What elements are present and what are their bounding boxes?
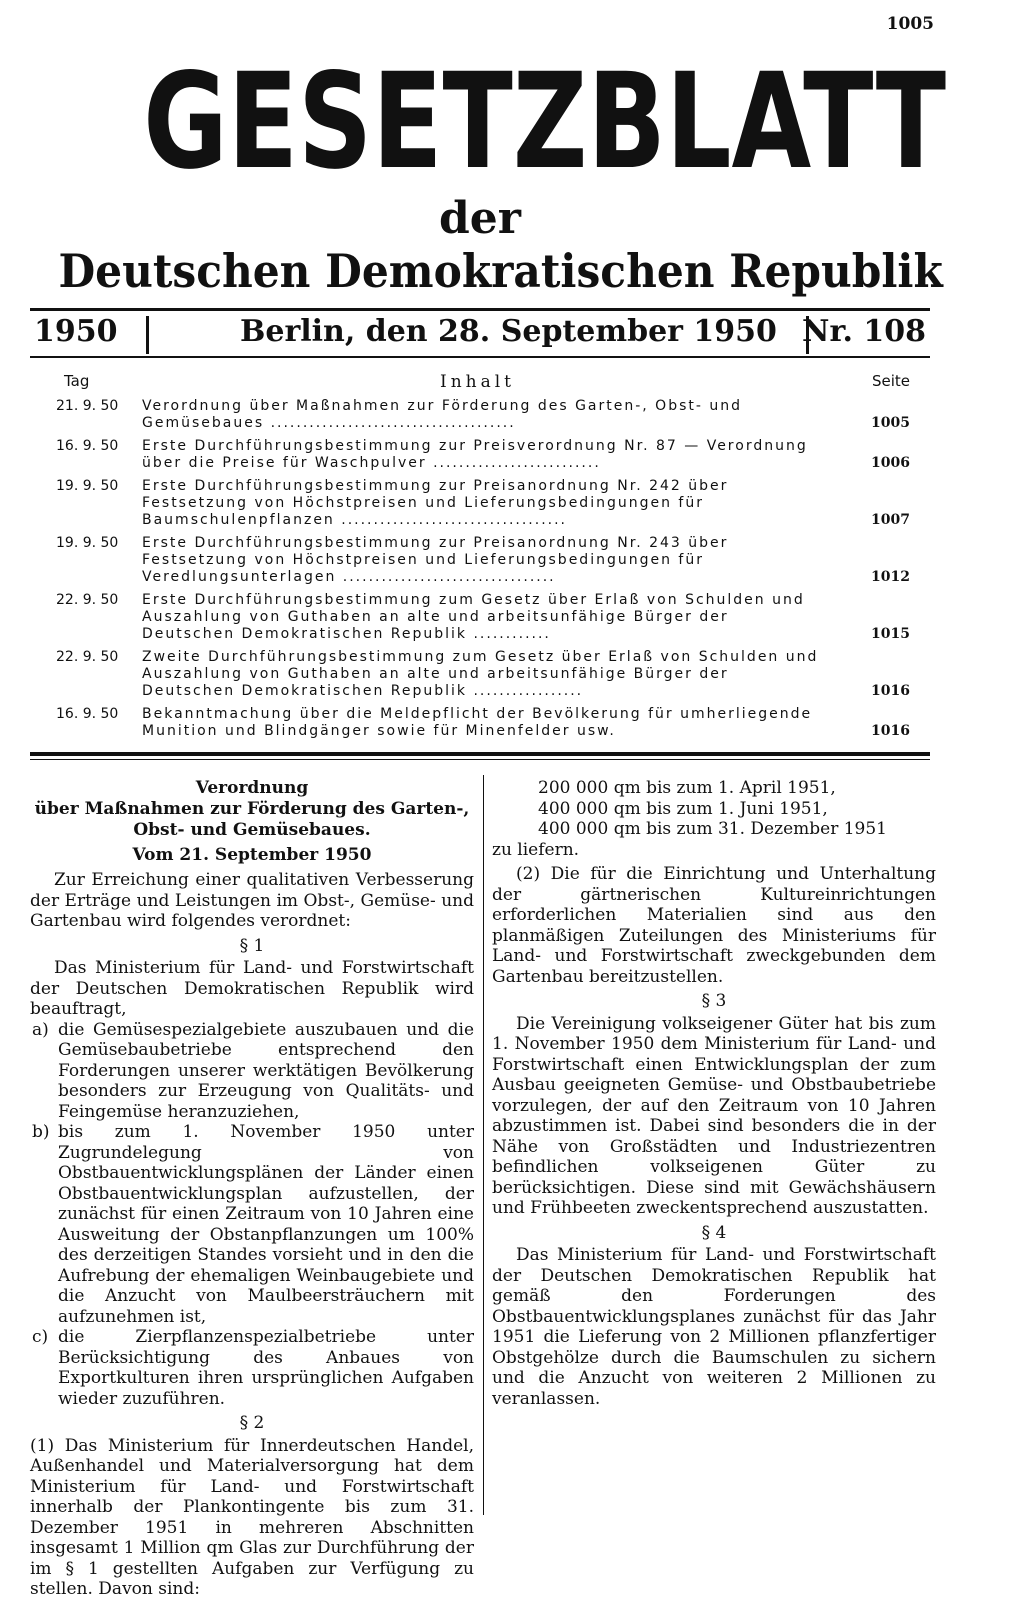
- delivery-line: 200 000 qm bis zum 1. April 1951,: [538, 778, 836, 798]
- toc-entry-title: Bekanntmachung über die Meldepflicht der Bevölkerung für umherliegende Munition und Blindgänger sowie für Minenfelder usw.: [142, 706, 813, 739]
- toc-entry: [30, 649, 910, 700]
- toc-header-tag: Tag: [64, 372, 90, 390]
- list-item-label: c): [32, 1327, 49, 1347]
- masthead-republic: [20, 244, 943, 298]
- toc-entry-page: 1016: [871, 683, 910, 699]
- delivery-line: 400 000 qm bis zum 31. Dezember 1951: [538, 819, 887, 839]
- section-text: (2) Die für die Einrichtung und Unterhaltung der gärtnerischen Kultureinrichtungen erforderlichen Materialien sind aus den planmäßigen Zuteilungen des Ministeriums für Land- und Forstwirtschaft zweckgebunden dem Gartenbau bereitzustellen.: [492, 864, 936, 987]
- list-item: [30, 1327, 474, 1409]
- list-item-text: die Zierpflanzenspezialbetriebe unter Berücksichtigung des Anbaues von Exportkulturen ihren ursprünglichen Aufgaben wieder zuzuführen.: [58, 1327, 474, 1409]
- column-left: [30, 778, 474, 1600]
- masthead-title: [30, 45, 947, 199]
- rule-issue: [30, 356, 930, 358]
- toc-entry-date: 19. 9. 50: [56, 478, 119, 494]
- rule-thin: [30, 759, 930, 760]
- toc-header-inhalt: Inhalt: [440, 372, 516, 392]
- toc-entry-title: Zweite Durchführungsbestimmung zum Gesetz über Erlaß von Schulden und Auszahlung von Guthaben an alte und arbeitsunfähige Bürger der Deutschen Demokratischen Republik .................: [142, 649, 819, 699]
- toc-entry-title: Verordnung über Maßnahmen zur Förderung des Garten-, Obst- und Gemüsebaues ......................................: [142, 398, 742, 431]
- section-title: § 3: [701, 991, 727, 1011]
- list-item-text: bis zum 1. November 1950 unter Zugrundelegung von Obstbauentwicklungsplänen der Länder einen Obstbauentwicklungsplan aufzustellen, der zunächst für einen Zeitraum von 10 Jahren eine Ausweitung der Obstanpflanzungen um 100% des derzeitigen Standes vorsieht und in den die Aufrebung der ehemaligen Weinbaugebiete und die Anzucht von Maulbeersträuchern mit aufzunehmen ist,: [58, 1122, 474, 1327]
- list-item-label: b): [32, 1122, 50, 1142]
- article-heading: Verordnung: [195, 778, 309, 798]
- toc-header-seite: Seite: [871, 372, 910, 390]
- toc-entry-date: 19. 9. 50: [56, 535, 119, 551]
- issue-number: Nr. 108: [802, 314, 926, 349]
- masthead-title-text: GESETZBLATT: [143, 45, 947, 199]
- table-of-contents: [30, 398, 910, 746]
- toc-entry-date: 22. 9. 50: [56, 592, 119, 608]
- toc-entry-date: 22. 9. 50: [56, 649, 119, 665]
- section-title: § 4: [701, 1222, 727, 1243]
- section-title: § 2: [239, 1413, 265, 1433]
- toc-entry-page: 1007: [871, 512, 910, 528]
- column-right: [492, 778, 936, 1409]
- list-item-label: a): [32, 1019, 49, 1040]
- toc-entry-page: 1012: [871, 569, 910, 585]
- issue-bar: [30, 312, 930, 356]
- section-text: Das Ministerium für Land- und Forstwirtschaft der Deutschen Demokratischen Republik wird beauftragt,: [30, 958, 474, 1019]
- toc-entry-title: Erste Durchführungsbestimmung zur Preisanordnung Nr. 242 über Festsetzung von Höchstpreisen und Lieferungsbedingungen für Baumschulenpflanzen ...................................: [142, 478, 729, 528]
- article-date: Vom 21. September 1950: [132, 845, 372, 865]
- section-text: zu liefern.: [492, 839, 580, 860]
- issue-date: Berlin, den 28. September 1950: [240, 314, 777, 349]
- toc-entry-page: 1006: [871, 455, 910, 471]
- toc-entry-date: 21. 9. 50: [56, 398, 119, 414]
- divider: [146, 316, 149, 354]
- list-item: [30, 1122, 474, 1327]
- section-text: Das Ministerium für Land- und Forstwirtschaft der Deutschen Demokratischen Republik hat gemäß den Forderungen des Obstbauentwicklungsplanes zunächst für das Jahr 1951 die Lieferung von 2 Millionen pflanzfertiger Obstgehölze durch die Baumschulen zu sichern und die Anzucht von weiteren 2 Millionen zu veranlassen.: [492, 1245, 936, 1409]
- toc-entry: [30, 706, 910, 740]
- toc-entry-date: 16. 9. 50: [56, 706, 119, 722]
- delivery-line: 400 000 qm bis zum 1. Juni 1951,: [538, 798, 828, 819]
- rule-thick: [30, 752, 930, 756]
- toc-entry: [30, 478, 910, 529]
- toc-entry-page: 1015: [871, 626, 910, 642]
- delivery-schedule: [538, 778, 936, 840]
- toc-entry: [30, 438, 910, 472]
- article-intro: Zur Erreichung einer qualitativen Verbesserung der Erträge und Leistungen im Obst-, Gemüse- und Gartenbau wird folgendes verordnet:: [30, 870, 474, 931]
- toc-entry-page: 1005: [871, 415, 910, 431]
- article-heading: Obst- und Gemüsebaues.: [133, 820, 371, 840]
- issue-year: 1950: [34, 314, 118, 349]
- section-text: Die Vereinigung volkseigener Güter hat bis zum 1. November 1950 dem Ministerium für Land- und Forstwirtschaft einen Entwicklungsplan der zum Ausbau geeigneten Gemüse- und Obstbaubetriebe vorzulegen, der auf den Zeitraum von 10 Jahren abzustimmen ist. Dabei sind besonders die in der Nähe von Großstädten und Industriezentren befindlichen volkseigenen Güter zu berücksichtigen. Diese sind mit Gewächshäusern und Frühbeeten zweckentsprechend auszustatten.: [492, 1013, 936, 1218]
- article-heading: über Maßnahmen zur Förderung des Garten-,: [34, 799, 470, 819]
- section-title: § 1: [239, 935, 265, 956]
- toc-entry-title: Erste Durchführungsbestimmung zur Preisanordnung Nr. 243 über Festsetzung von Höchstpreisen und Lieferungsbedingungen für Veredlungsunterlagen .................................: [142, 535, 729, 585]
- toc-entry: [30, 398, 910, 432]
- section-text: (1) Das Ministerium für Innerdeutschen Handel, Außenhandel und Materialversorgung hat dem Ministerium für Land- und Forstwirtschaft innerhalb der Plankontingente bis zum 31. Dezember 1951 in mehreren Abschnitten insgesamt 1 Million qm Glas zur Durchführung der im § 1 gestellten Aufgaben zur Verfügung zu stellen. Davon sind:: [30, 1435, 474, 1599]
- list-item-text: die Gemüsespezialgebiete auszubauen und die Gemüsebaubetriebe entsprechend den Forderungen unserer werktätigen Bevölkerung besonders zur Erzeugung von Qualitäts- und Feingemüse heranzuziehen,: [58, 1019, 474, 1122]
- toc-entry-title: Erste Durchführungsbestimmung zur Preisverordnung Nr. 87 — Verordnung über die Preise für Waschpulver ..........................: [142, 438, 808, 471]
- toc-entry: [30, 592, 910, 643]
- toc-entry: [30, 535, 910, 586]
- masthead-republic-text: Deutschen Demokratischen Republik: [58, 244, 943, 298]
- toc-entry-title: Erste Durchführungsbestimmung zum Gesetz über Erlaß von Schulden und Auszahlung von Guthaben an alte und arbeitsunfähige Bürger der Deutschen Demokratischen Republik ............: [142, 592, 805, 642]
- toc-entry-page: 1016: [871, 723, 910, 739]
- toc-entry-date: 16. 9. 50: [56, 438, 119, 454]
- page-number: 1005: [886, 14, 934, 34]
- list-item: [30, 1020, 474, 1123]
- column-divider: [483, 775, 484, 1515]
- rule-top: [30, 308, 930, 311]
- masthead-der: der: [439, 193, 521, 244]
